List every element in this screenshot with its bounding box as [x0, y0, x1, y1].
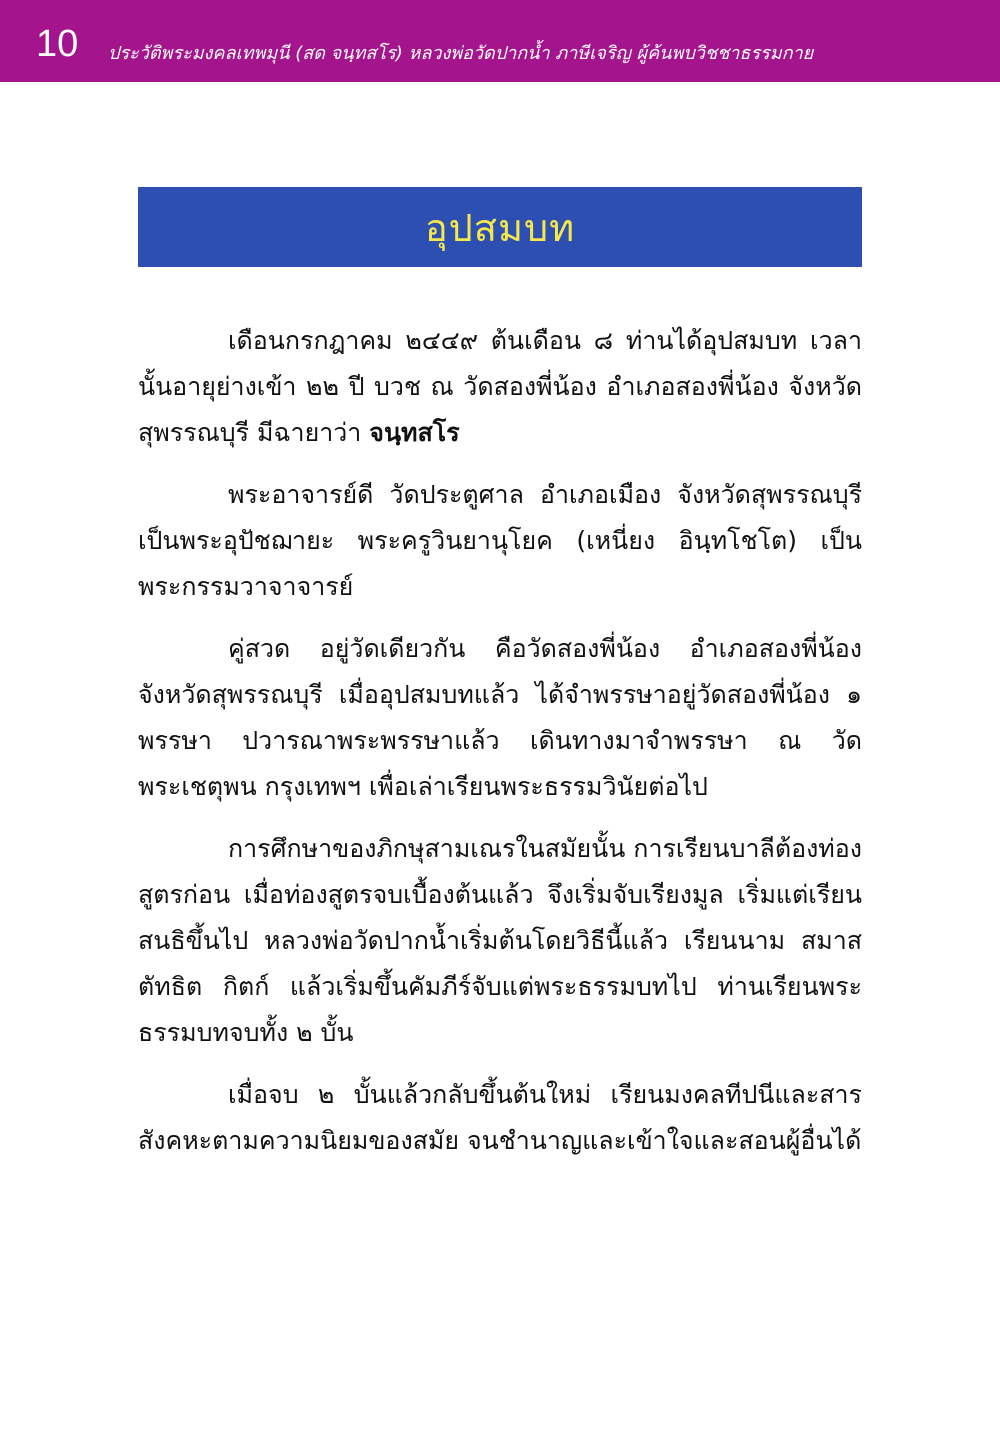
paragraph-1-text: เดือนกรกฎาคม ๒๔๔๙ ต้นเดือน ๘ ท่านได้อุปสมบท เวลานั้นอายุย่างเข้า ๒๒ ปี บวช ณ วัดสองพี่น้อง อำเภอสองพี่น้อง จังหวัดสุพรรณบุรี มีฉายาว่า [138, 326, 862, 447]
paragraph-2: พระอาจารย์ดี วัดประตูศาล อำเภอเมือง จังหวัดสุพรรณบุรี เป็นพระอุปัชฌายะ พระครูวินยานุโยค (เหนี่ยง อินฺทโชโต) เป็นพระกรรมวาจาจารย์ [138, 480, 862, 601]
header-bar [0, 0, 1000, 82]
paragraph-1 [138, 318, 862, 456]
section-title: อุปสมบท [424, 205, 576, 250]
section-banner [138, 187, 862, 267]
body-text [138, 318, 862, 1180]
paragraph-4: การศึกษาของภิกษุสามเณรในสมัยนั้น การเรียนบาลีต้องท่องสูตรก่อน เมื่อท่องสูตรจบเบื้องต้นแล้ว จึงเริ่มจับเรียงมูล เริ่มแต่เรียนสนธิขึ้นไป หลวงพ่อวัดปากน้ำเริ่มต้นโดยวิธีนี้แล้ว เรียนนาม สมาส ตัทธิต กิตก์ แล้วเริ่มขึ้นคัมภีร์จับแต่พระธรรมบทไป ท่านเรียนพระธรรมบทจบทั้ง ๒ บั้น [138, 834, 862, 1047]
running-title: ประวัติพระมงคลเทพมุนี (สด จนฺทสโร) หลวงพ่อวัดปากน้ำ ภาษีเจริญ ผู้ค้นพบวิชชาธรรมกาย [108, 43, 814, 64]
monastic-name: จนฺทสโร [369, 418, 460, 447]
page-number: 10 [36, 23, 79, 65]
paragraph-3: คู่สวด อยู่วัดเดียวกัน คือวัดสองพี่น้อง อำเภอสองพี่น้อง จังหวัดสุพรรณบุรี เมื่ออุปสมบทแล้ว ได้จำพรรษาอยู่วัดสองพี่น้อง ๑ พรรษา ปวารณาพระพรรษาแล้ว เดินทางมาจำพรรษา ณ วัดพระเชตุพน กรุงเทพฯ เพื่อเล่าเรียนพระธรรมวินัยต่อไป [138, 634, 862, 801]
paragraph-5: เมื่อจบ ๒ บั้นแล้วกลับขึ้นต้นใหม่ เรียนมงคลทีปนีและสารสังคหะตามความนิยมของสมัย จนชำนาญและเข้าใจและสอนผู้อื่นได้ [138, 1080, 862, 1155]
